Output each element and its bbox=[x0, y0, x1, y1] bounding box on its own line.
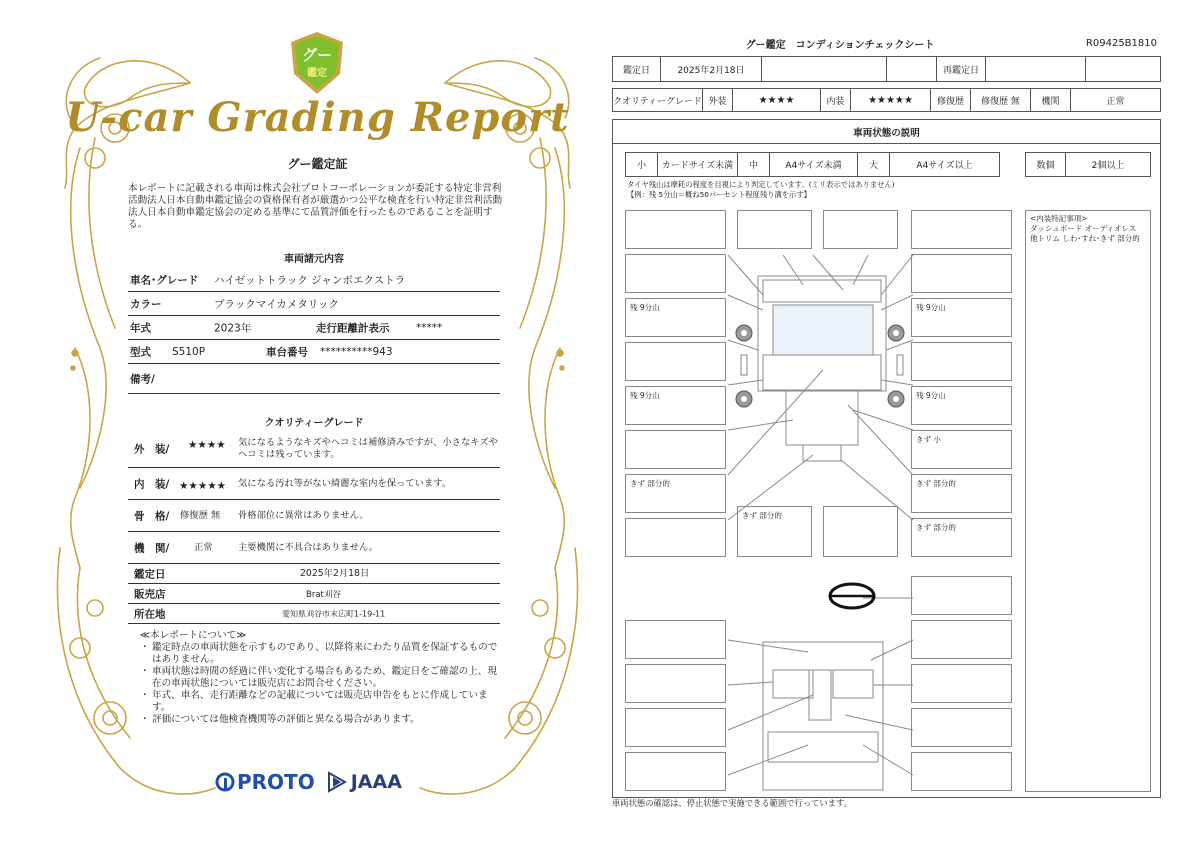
color-value: ブラックマイカメタリック bbox=[214, 298, 339, 310]
date-table bbox=[612, 56, 1161, 82]
box-front-left bbox=[625, 210, 726, 249]
quality-row-exterior bbox=[128, 430, 500, 468]
svg-text:鑑定: 鑑定 bbox=[307, 68, 327, 79]
box-left-1 bbox=[625, 254, 726, 293]
box-tire-rr: 残 9分山 bbox=[911, 386, 1012, 425]
info-row-shop bbox=[128, 584, 500, 604]
legend-medium: 中 bbox=[738, 153, 770, 176]
color-label: カラー bbox=[130, 298, 162, 310]
legend-count: 数個 bbox=[1026, 153, 1066, 176]
legend-large: 大 bbox=[858, 153, 890, 176]
spec-row-color bbox=[128, 292, 500, 316]
tire-note: タイヤ残山は摩耗の程度を目視により判定しています。(ミリ表示ではありません) 【例：残 5分山＝概ね50パーセント程度残り溝を示す】 bbox=[627, 180, 895, 199]
vehicle-condition-panel bbox=[612, 119, 1161, 798]
engine-value: 正常 bbox=[194, 541, 213, 553]
box-right-2 bbox=[911, 342, 1012, 381]
appraisal-date-label: 鑑定日 bbox=[613, 57, 661, 81]
certificate-title: グー鑑定証 bbox=[287, 157, 348, 171]
repair-value: 修復歴 無 bbox=[971, 89, 1031, 111]
legend-count-desc: 2個以上 bbox=[1091, 161, 1125, 171]
mileage-label: 走行距離計表示 bbox=[316, 322, 390, 334]
box-tire-rl: 残 9分山 bbox=[625, 386, 726, 425]
box-tire-fl: 残 9分山 bbox=[625, 298, 726, 337]
info-row-date bbox=[128, 564, 500, 584]
quality-label: クオリティーグレード bbox=[613, 89, 703, 111]
name-value: ハイゼットトラック ジャンボエクストラ bbox=[214, 274, 406, 286]
spec-row-name bbox=[128, 268, 500, 292]
proto-logo: PROTO bbox=[215, 770, 315, 794]
box-interior-r3 bbox=[911, 708, 1012, 747]
svg-text:グー: グー bbox=[301, 46, 333, 64]
quality-row-engine bbox=[128, 532, 500, 564]
note-item: ・ 年式、車名、走行距離などの記載については販売店申告をもとに作成しています。 bbox=[140, 690, 488, 713]
box-left-3 bbox=[625, 430, 726, 469]
engine-text: 主要機関に不具合はありません。 bbox=[238, 541, 379, 553]
box-rear-scratch-partial: きず 部分的 bbox=[737, 506, 812, 557]
engine-label: 機関 bbox=[1031, 89, 1071, 111]
remarks-label: 備考/ bbox=[130, 373, 155, 385]
legend-medium-desc: A4サイズ未満 bbox=[770, 153, 858, 176]
frame-text: 骨格部位に異常はありません。 bbox=[238, 509, 369, 521]
quality-row-interior bbox=[128, 468, 500, 500]
chassis-label: 車台番号 bbox=[266, 346, 308, 358]
note-item: ・ 車両状態は時間の経過に伴い変化する場合もあるため、鑑定日をご確認の上、現在の車両状態については販売店にお問合せください。 bbox=[140, 666, 497, 689]
note-item: ・ 評価については他検査機関等の評価と異なる場合があります。 bbox=[140, 714, 420, 725]
exterior-stars: ★★★★ bbox=[188, 438, 226, 451]
box-interior-r2 bbox=[911, 664, 1012, 703]
certificate-intro: 本レポートに記載される車両は株式会社プロトコーポレーションが委託する特定非営利活動法人日本自動車鑑定協会の資格保有者が厳選かつ公平な検査を行い特定非営利活動法人日本自動車鑑定協会の定める基準にて品質評価を行ったものであることを証明する。 bbox=[128, 183, 503, 230]
interior-note-item: 他トリム しわ･すれ･きず 部分的 bbox=[1030, 234, 1140, 243]
address-value: 愛知県刈谷市末広町1-19-11 bbox=[282, 609, 386, 618]
engine-label: 機 関/ bbox=[134, 542, 170, 554]
goo-appraisal-emblem bbox=[288, 30, 346, 96]
sheet-code: R09425B1810 bbox=[1085, 38, 1157, 49]
interior-text: 気になる汚れ等がない綺麗な室内を保っています。 bbox=[238, 477, 452, 489]
legend-small: 小 bbox=[626, 153, 658, 176]
box-front-a bbox=[737, 210, 812, 249]
chassis-value: **********943 bbox=[320, 345, 393, 358]
quality-heading: クオリティーグレード bbox=[264, 418, 364, 429]
quality-row-frame bbox=[128, 500, 500, 532]
empty-cell bbox=[1086, 57, 1160, 81]
steering-wheel-icon bbox=[830, 584, 874, 608]
box-right-scratch-partial-2: きず 部分的 bbox=[911, 518, 1012, 557]
box-tire-fr: 残 9分山 bbox=[911, 298, 1012, 337]
repair-label: 修復歴 bbox=[931, 89, 971, 111]
spec-row-remarks bbox=[128, 364, 500, 394]
date-value: 2025年2月18日 bbox=[300, 567, 370, 579]
note-item: ・ 鑑定時点の車両状態を示すものであり、以降将来にわたり品質を保証するものではありません。 bbox=[140, 642, 498, 665]
spec-row-model bbox=[128, 340, 500, 364]
engine-value: 正常 bbox=[1106, 96, 1125, 107]
report-notes bbox=[140, 630, 502, 726]
box-left-scratch-partial: きず 部分的 bbox=[625, 474, 726, 513]
box-right-scratch-partial-1: きず 部分的 bbox=[911, 474, 1012, 513]
address-label: 所在地 bbox=[134, 608, 166, 620]
sheet-footer: 車両状態の確認は、停止状態で実施できる範囲で行っています。 bbox=[612, 798, 852, 808]
appraisal-date-value: 2025年2月18日 bbox=[661, 57, 762, 81]
reappraisal-label: 再鑑定日 bbox=[937, 57, 986, 81]
exterior-stars: ★★★★ bbox=[733, 89, 821, 111]
interior-stars: ★★★★★ bbox=[851, 89, 931, 111]
logo-strip bbox=[215, 770, 402, 794]
sheet-title: グー鑑定 コンディションチェックシート bbox=[745, 40, 935, 51]
proto-mark-icon bbox=[215, 772, 235, 792]
model-value: S510P bbox=[172, 345, 206, 358]
interior-notes-box bbox=[1025, 210, 1151, 792]
jaaa-logo: JAAA bbox=[327, 771, 402, 793]
info-row-address bbox=[128, 604, 500, 624]
box-interior-r4 bbox=[911, 752, 1012, 791]
spec-row-year bbox=[128, 316, 500, 340]
name-label: 車名･グレード bbox=[130, 274, 199, 286]
empty-cell bbox=[762, 57, 887, 81]
model-label: 型式 bbox=[130, 346, 151, 358]
panel-title: 車両状態の説明 bbox=[613, 120, 1160, 144]
box-right-scratch-small: きず 小 bbox=[911, 430, 1012, 469]
box-interior-l3 bbox=[625, 708, 726, 747]
box-interior-l1 bbox=[625, 620, 726, 659]
exterior-text: 気になるようなキズやヘコミは補修済みですが、小さなキズやヘコミは残っています。 bbox=[238, 436, 498, 460]
notes-title: ≪本レポートについて≫ bbox=[140, 630, 247, 641]
frame-label: 骨 格/ bbox=[134, 510, 170, 522]
reappraisal-value bbox=[986, 57, 1086, 81]
spec-heading: 車両諸元内容 bbox=[284, 254, 344, 265]
legend-large-desc: A4サイズ以上 bbox=[916, 161, 973, 171]
frame-value: 修復歴 無 bbox=[180, 509, 221, 521]
spec-table bbox=[128, 268, 500, 394]
interior-note-item: ダッシュボード オーディオレス bbox=[1030, 224, 1137, 233]
date-label: 鑑定日 bbox=[134, 568, 166, 580]
box-front-right bbox=[911, 210, 1012, 249]
box-right-1 bbox=[911, 254, 1012, 293]
box-interior-l4 bbox=[625, 752, 726, 791]
interior-notes-title: <内装特記事項> bbox=[1030, 214, 1088, 223]
shop-label: 販売店 bbox=[134, 588, 166, 600]
year-label: 年式 bbox=[130, 322, 151, 334]
box-rear-b bbox=[823, 506, 898, 557]
interior-stars: ★★★★★ bbox=[179, 479, 227, 492]
box-steering bbox=[911, 576, 1012, 615]
exterior-label: 外装 bbox=[703, 89, 733, 111]
condition-check-sheet bbox=[610, 30, 1165, 820]
year-value: 2023年 bbox=[214, 322, 252, 334]
interior-label: 内 装/ bbox=[134, 478, 170, 490]
empty-cell bbox=[887, 57, 937, 81]
grading-report-page bbox=[40, 28, 595, 818]
quality-summary-table bbox=[612, 88, 1161, 112]
jaaa-mark-icon bbox=[327, 771, 347, 793]
exterior-label: 外 装/ bbox=[134, 443, 170, 455]
box-left-4 bbox=[625, 518, 726, 557]
mileage-value: ***** bbox=[416, 321, 443, 334]
box-interior-r1 bbox=[911, 620, 1012, 659]
box-left-2 bbox=[625, 342, 726, 381]
report-script-title: U-car Grading Report bbox=[65, 94, 570, 141]
quality-table bbox=[128, 430, 500, 624]
shop-value: Brat刈谷 bbox=[306, 589, 341, 600]
interior-label: 内装 bbox=[821, 89, 851, 111]
box-front-b bbox=[823, 210, 898, 249]
box-interior-l2 bbox=[625, 664, 726, 703]
legend-small-desc: カードサイズ未満 bbox=[658, 153, 738, 176]
